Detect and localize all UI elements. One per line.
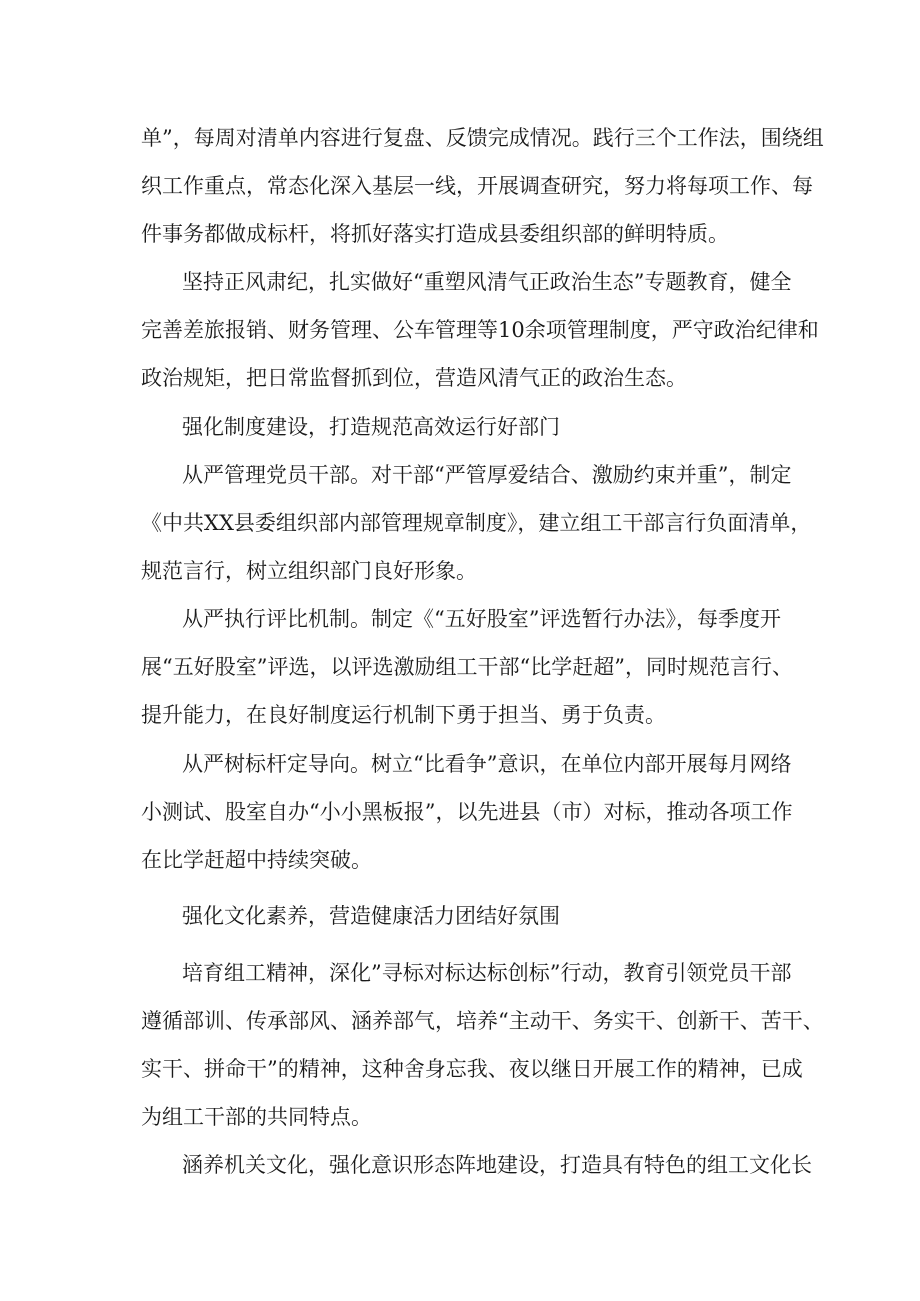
paragraph-line: 完善差旅报销、财务管理、公车管理等10余项管理制度，严守政治纪律和 bbox=[141, 318, 819, 342]
paragraph-line: 展“五好股室”评选，以评选激励组工干部“比学赶超”，同时规范言行、 bbox=[141, 655, 793, 679]
paragraph-line: 从严管理党员干部。对干部“严管厚爱结合、激励约束并重”，制定 bbox=[182, 463, 792, 487]
paragraph-line: 《中共XX县委组织部内部管理规章制度》，建立组工干部言行负面清单， bbox=[141, 511, 812, 535]
paragraph-line: 从严执行评比机制。制定《“五好股室”评选暂行办法》，每季度开 bbox=[182, 607, 781, 631]
paragraph-line: 实干、拼命干”的精神，这种舍身忘我、夜以继日开展工作的精神，已成 bbox=[141, 1057, 803, 1081]
paragraph-line: 小测试、股室自办“小小黑板报”，以先进县（市）对标，推动各项工作 bbox=[141, 800, 793, 824]
paragraph-line: 织工作重点，常态化深入基层一线，开展调查研究，努力将每项工作、每 bbox=[141, 174, 813, 198]
paragraph-line: 遵循部训、传承部风、涵养部气，培养“主动干、务实干、创新干、苦干、 bbox=[141, 1009, 824, 1033]
paragraph-line: 件事务都做成标杆，将抓好落实打造成县委组织部的鲜明特质。 bbox=[141, 222, 729, 246]
paragraph-line: 为组工干部的共同特点。 bbox=[141, 1105, 372, 1129]
paragraph-line: 从严树标杆定导向。树立“比看争”意识，在单位内部开展每月网络 bbox=[182, 752, 792, 776]
section-heading: 强化制度建设，打造规范高效运行好部门 bbox=[182, 415, 560, 439]
paragraph-line: 培育组工精神，深化”寻标对标达标创标”行动，教育引领党员干部 bbox=[182, 961, 792, 985]
paragraph-line: 提升能力，在良好制度运行机制下勇于担当、勇于负责。 bbox=[141, 703, 666, 727]
section-heading: 强化文化素养，营造健康活力团结好氛围 bbox=[182, 904, 560, 928]
paragraph-line: 涵养机关文化，强化意识形态阵地建设，打造具有特色的组工文化长 bbox=[182, 1153, 812, 1177]
paragraph-line: 坚持正风肃纪，扎实做好“重塑风清气正政治生态”专题教育，健全 bbox=[182, 270, 792, 294]
paragraph-line: 规范言行，树立组织部门良好形象。 bbox=[141, 559, 477, 583]
paragraph-line: 单”，每周对清单内容进行复盘、反馈完成情况。践行三个工作法，围绕组 bbox=[141, 126, 824, 150]
paragraph-line: 在比学赶超中持续突破。 bbox=[141, 848, 372, 872]
paragraph-line: 政治规矩，把日常监督抓到位，营造风清气正的政治生态。 bbox=[141, 366, 687, 390]
